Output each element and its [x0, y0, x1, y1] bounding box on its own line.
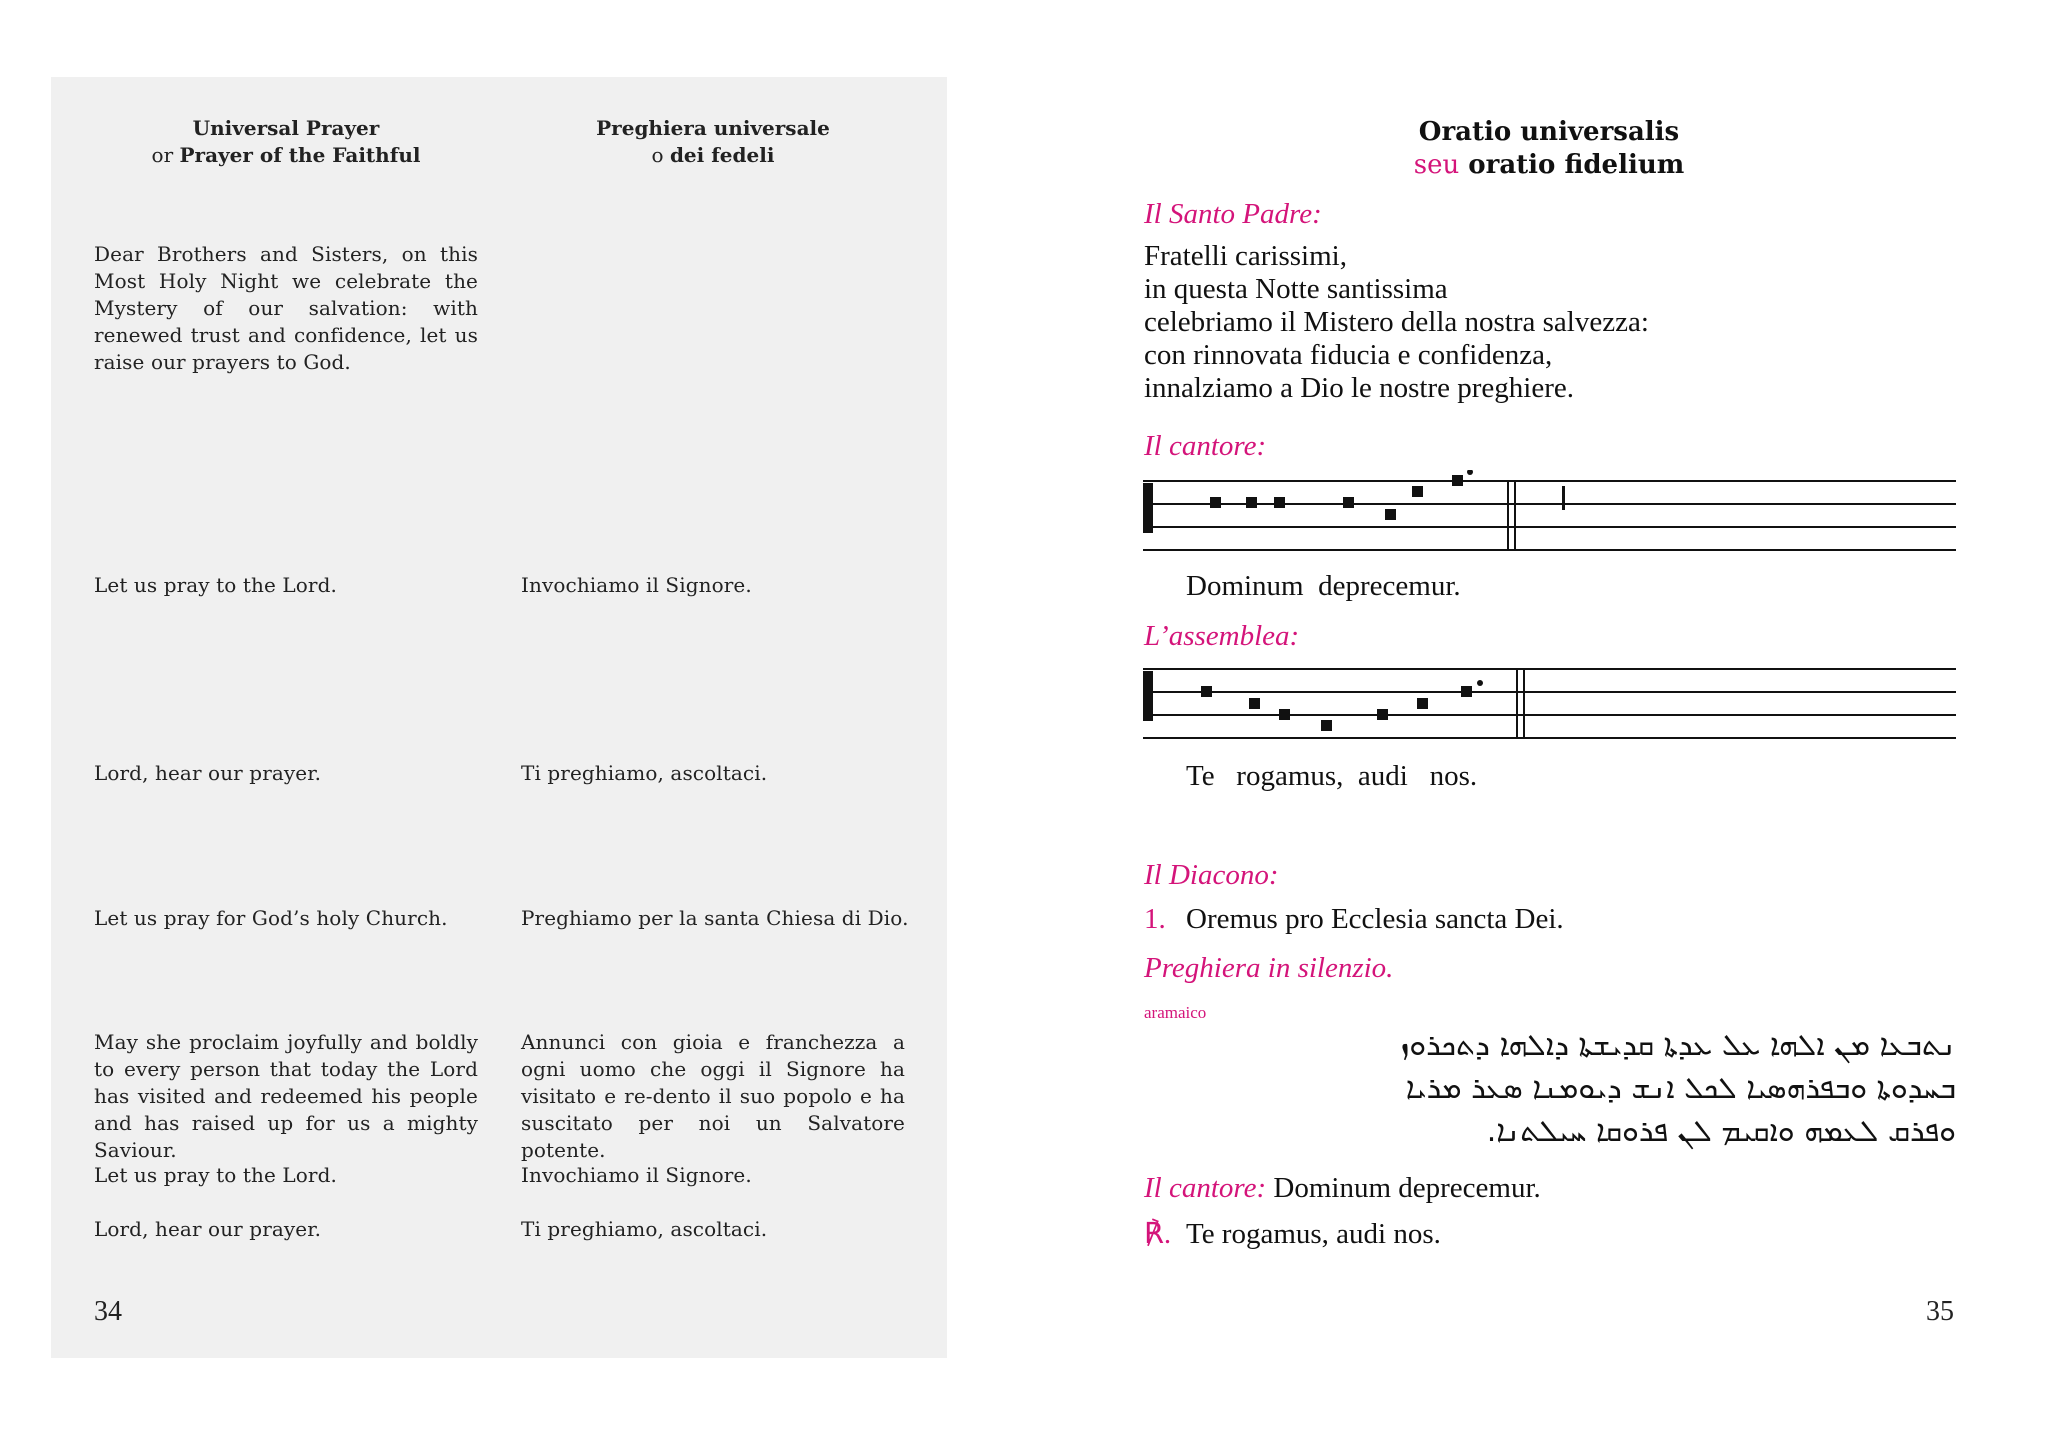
- fratelli-line: innalziamo a Dio le nostre preghiere.: [1144, 372, 1575, 404]
- col2-header-line1: Preghiera universale: [596, 116, 830, 140]
- neume: [1452, 475, 1463, 486]
- col1-header: [136, 115, 436, 169]
- title-rest: oratio fidelium: [1459, 150, 1685, 180]
- syriac-text-block: [1396, 1024, 1956, 1153]
- col1-header-line2: [136, 142, 436, 169]
- col1-header-line1: Universal Prayer: [192, 116, 380, 140]
- col2-header-prefix: o: [651, 143, 670, 167]
- response-text: Te rogamus, audi nos.: [1186, 1218, 1441, 1250]
- fratelli-block: [1144, 240, 1744, 405]
- title-line2: [1349, 149, 1749, 182]
- mora-dot: [1467, 470, 1473, 475]
- chant-staff-1: [1143, 470, 1956, 556]
- may-en: May she proclaim joyfully and boldly to every person that today the Lord has visited and redeemed his people and has raised up for us a mighty Saviour.: [94, 1030, 478, 1162]
- title-line1: Oratio universalis: [1418, 117, 1680, 147]
- col2-header: [563, 115, 863, 169]
- page-number-left: 34: [94, 1296, 122, 1327]
- neume: [1385, 509, 1396, 520]
- page-number-right: 35: [1926, 1296, 1954, 1327]
- pray-lord-en-2: Let us pray to the Lord.: [94, 1163, 337, 1187]
- fratelli-line: in questa Notte santissima: [1144, 273, 1448, 305]
- rubric-assemblea: L’assemblea:: [1144, 620, 1300, 652]
- syriac-line: ܘܦܪܩ ܠܥܡܗ ܘܐܩܝܡ ܠܢ ܦܪܘܩܐ ܚܝܠܬܢܐ.: [1486, 1114, 1956, 1149]
- do-clef: [1143, 671, 1153, 721]
- neume: [1461, 686, 1472, 697]
- may-it: Annunci con gioia e franchezza a ogni uomo che oggi il Signore ha visitato e re-dento il suo popolo e ha suscitato per noi un Salvatore potente.: [521, 1030, 905, 1162]
- rubric-silenzio: Preghiera in silenzio.: [1144, 952, 1394, 984]
- pray-lord-en: Let us pray to the Lord.: [94, 573, 337, 597]
- fratelli-line: con rinnovata fiducia e confidenza,: [1144, 339, 1553, 371]
- hear-en-2: Lord, hear our prayer.: [94, 1217, 322, 1241]
- chant-staff-2-svg: [1143, 660, 1956, 746]
- intention-1: [1144, 903, 1564, 936]
- hear-en: Lord, hear our prayer.: [94, 761, 322, 785]
- title-seu: seu: [1413, 150, 1460, 180]
- rubric-cantore: Il cantore:: [1144, 430, 1267, 462]
- neume: [1249, 698, 1260, 709]
- chant-staff-1-svg: [1143, 470, 1956, 556]
- neume: [1210, 497, 1221, 508]
- church-it: Preghiamo per la santa Chiesa di Dio.: [521, 906, 909, 930]
- hear-it-2: Ti preghiamo, ascoltaci.: [521, 1217, 768, 1241]
- fratelli-line: celebriamo il Mistero della nostra salvezza:: [1144, 306, 1649, 338]
- pray-lord-it: Invochiamo il Signore.: [521, 573, 752, 597]
- col1-header-prefix: or: [151, 143, 180, 167]
- rubric-santo-padre: Il Santo Padre:: [1144, 198, 1322, 230]
- chant2-text: Te rogamus, audi nos.: [1186, 760, 1478, 792]
- rubric-cantore-2: Il cantore:: [1144, 1172, 1267, 1204]
- col1-header-bold: Prayer of the Faithful: [179, 143, 421, 167]
- col2-header-bold: dei fedeli: [669, 143, 775, 167]
- hear-it: Ti preghiamo, ascoltaci.: [521, 761, 768, 785]
- label-aramaico: aramaico: [1144, 1003, 1207, 1022]
- neume: [1279, 709, 1290, 720]
- intro-en: Dear Brothers and Sisters, on this Most Holy Night we celebrate the Mystery of our salvation: with renewed trust and confidence, let us raise our prayers to God.: [94, 242, 478, 374]
- neume: [1201, 686, 1212, 697]
- right-title: [1349, 116, 1749, 182]
- neume: [1377, 709, 1388, 720]
- neume: [1246, 497, 1257, 508]
- intention-number: 1.: [1144, 903, 1166, 935]
- neume: [1417, 698, 1428, 709]
- col2-header-line2: [563, 142, 863, 169]
- cantore-2-text: Dominum deprecemur.: [1266, 1172, 1541, 1204]
- do-clef: [1143, 483, 1153, 533]
- neume: [1321, 720, 1332, 731]
- response-symbol: ℟.: [1144, 1218, 1172, 1250]
- pray-lord-it-2: Invochiamo il Signore.: [521, 1163, 752, 1187]
- cantore-2-line: [1144, 1172, 1541, 1205]
- oremus-text: Oremus pro Ecclesia sancta Dei.: [1186, 903, 1564, 935]
- syriac-line: ܢܬܒܥܐ ܡܢ ܐܠܗܐ ܥܠ ܥܕܬܐ ܩܕܝܫܬܐ ܕܐܠܗܐ ܕܬܟܪܘܙ: [1400, 1028, 1956, 1063]
- neume: [1412, 486, 1423, 497]
- neume: [1274, 497, 1285, 508]
- custos: [1562, 486, 1565, 510]
- syriac-line: ܒܚܕܘܬܐ ܘܒܦܪܗܣܝܐ ܠܟܠ ܐܢܫ ܕܝܘܡܢܐ ܣܥܪ ܡܪܝܐ: [1405, 1071, 1956, 1106]
- rubric-diacono: Il Diacono:: [1144, 859, 1279, 891]
- chant-staff-2: [1143, 660, 1956, 746]
- mora-dot: [1477, 680, 1483, 686]
- chant1-text: Dominum deprecemur.: [1186, 570, 1461, 602]
- church-en: Let us pray for God’s holy Church.: [94, 906, 448, 930]
- response-line: [1144, 1218, 1441, 1251]
- fratelli-line: Fratelli carissimi,: [1144, 240, 1347, 272]
- neume: [1343, 497, 1354, 508]
